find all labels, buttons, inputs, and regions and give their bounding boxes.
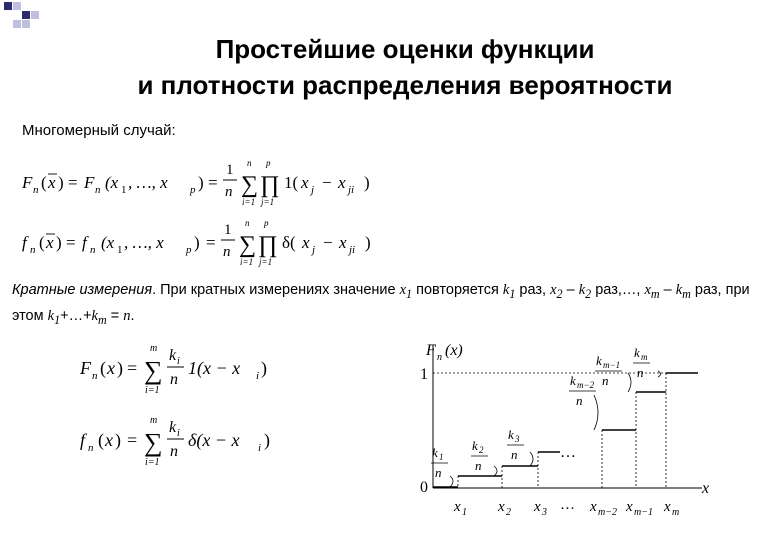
minus-sign: − xyxy=(322,173,332,192)
jump-bracket-2 xyxy=(494,466,497,476)
svg-text:): ) xyxy=(56,233,62,252)
equals-sign-2: = xyxy=(208,173,218,192)
paragraph-text-10: . xyxy=(130,307,135,324)
n-subscript: n xyxy=(92,370,98,382)
y-axis-label-n: n xyxy=(437,352,442,363)
args-sub-1: 1 xyxy=(117,244,123,256)
fraction-denominator: n xyxy=(223,244,231,260)
var-x1-sub: 1 xyxy=(406,286,413,301)
svg-text:): ) xyxy=(117,358,123,378)
x-axis-label: x xyxy=(702,480,710,497)
var-sum-km-sub: m xyxy=(97,312,107,327)
step-label-k3: k xyxy=(508,427,514,442)
var-k2-sub: 2 xyxy=(585,286,592,301)
f-symbol: f xyxy=(80,430,86,450)
origin-label: 0 xyxy=(420,479,428,496)
slide-title-line-2: и плотности распределения вероятности xyxy=(137,70,673,100)
jump-bracket-m1 xyxy=(628,373,631,392)
y-axis-label-x: (x) xyxy=(445,342,463,359)
sum-lower: i=1 xyxy=(240,257,254,267)
xi-subscript: i xyxy=(256,370,260,382)
equals-sign: = xyxy=(127,358,138,378)
sum-upper: m xyxy=(150,343,158,354)
args-sub-1: 1 xyxy=(121,184,127,196)
delta-open: δ( xyxy=(282,233,296,252)
sum-lower: i=1 xyxy=(145,385,160,396)
sum-upper: m xyxy=(150,415,158,426)
var-x1: x xyxy=(399,282,407,298)
F-symbol: F xyxy=(22,173,33,192)
step-label-k1-n: n xyxy=(435,465,442,480)
x-vector: x xyxy=(48,173,56,192)
step-label-km-sub: m xyxy=(641,352,648,362)
step-label-k2-n: n xyxy=(475,458,482,473)
n-subscript-2: n xyxy=(90,244,96,256)
sum-sign: ∑ xyxy=(241,172,259,198)
args-dots: , …, x xyxy=(124,233,164,252)
delta-close: ) xyxy=(264,430,270,450)
args-close: ) xyxy=(198,173,204,192)
x-j: x xyxy=(302,233,310,252)
f-symbol-2: f xyxy=(82,233,87,252)
sum-sign: ∑ xyxy=(239,232,257,258)
var-sum-km: k xyxy=(91,307,98,324)
n-subscript-2: n xyxy=(95,184,101,196)
paragraph-text-8: +…+ xyxy=(60,307,92,324)
fraction-numerator: 1 xyxy=(226,162,234,178)
formula-F-multidim xyxy=(20,152,400,212)
f-symbol: f xyxy=(22,233,27,252)
svg-text:(: ( xyxy=(41,173,47,192)
step-segments xyxy=(433,373,698,487)
product-sign: ∏ xyxy=(260,172,280,198)
var-x2-sub: 2 xyxy=(556,286,563,301)
i-subscript: i xyxy=(177,356,180,367)
args-sub-p: p xyxy=(190,184,196,196)
x-vector: x xyxy=(46,233,54,252)
step-label-km1-sub: m−1 xyxy=(603,360,621,370)
n-subscript: n xyxy=(30,244,36,256)
step-label-km2-n: n xyxy=(576,393,583,408)
var-xm: x xyxy=(644,282,651,298)
var-k1: k xyxy=(502,282,510,298)
paragraph-text-6: – xyxy=(659,282,676,298)
xi-subscript: i xyxy=(258,442,262,454)
x-tick-x3: x xyxy=(534,499,541,515)
deco-square-5 xyxy=(22,20,30,28)
x-arg: x xyxy=(105,430,113,450)
x-tick-x1-sub: 1 xyxy=(462,507,467,518)
multiple-measurements-paragraph xyxy=(12,279,772,331)
y-axis-label-F: F xyxy=(426,342,436,359)
paragraph-text-1: . При кратных измерениях значение xyxy=(152,282,400,298)
x-tick-x1: x xyxy=(454,499,461,515)
x-j: x xyxy=(301,173,309,192)
equals-sign: = xyxy=(127,430,138,450)
deco-square-2 xyxy=(13,2,21,10)
fraction-denominator: n xyxy=(170,371,178,388)
args-open: (x xyxy=(101,233,115,252)
jump-bracket-m2 xyxy=(594,395,598,430)
delta-expr: δ(x − x xyxy=(188,430,240,450)
step-label-k1: k xyxy=(432,445,438,460)
equals-sign: = xyxy=(66,233,76,252)
args-sub-p: p xyxy=(186,244,192,256)
k-numerator: k xyxy=(169,347,177,364)
fraction-denominator: n xyxy=(170,443,178,460)
jump-bracket-m xyxy=(658,371,661,377)
var-sum-k1: k xyxy=(47,307,55,324)
sum-upper: n xyxy=(245,218,250,228)
jump-bracket-3 xyxy=(530,452,533,466)
slide-title-line-1: Простейшие оценки функции xyxy=(215,34,595,64)
k-numerator: k xyxy=(169,419,177,436)
prod-lower: j=1 xyxy=(261,197,275,207)
deco-square-4 xyxy=(13,20,21,28)
step-label-km2-sub: m−2 xyxy=(577,380,595,390)
step-label-km2: k xyxy=(570,373,576,388)
x-tick-xm2-sub: m−2 xyxy=(598,507,617,518)
paragraph-text-7: раз, при этом xyxy=(12,282,750,324)
deco-square-1 xyxy=(4,2,12,10)
svg-text:(: ( xyxy=(100,358,106,378)
paragraph-lead: Кратные измерения xyxy=(12,282,153,298)
deco-square-6 xyxy=(31,11,39,19)
equals-sign-2: = xyxy=(206,233,216,252)
F-symbol-2: F xyxy=(84,173,95,192)
ji-subscript: ji xyxy=(348,184,355,196)
j-subscript: j xyxy=(311,184,315,196)
step-label-km: k xyxy=(634,345,640,360)
x-tick-labels xyxy=(453,497,679,518)
args-close: ) xyxy=(194,233,200,252)
prod-upper: p xyxy=(264,218,269,228)
fraction-numerator: 1 xyxy=(224,222,232,238)
svg-text:(: ( xyxy=(98,430,104,450)
x-ji: x xyxy=(339,233,347,252)
step-label-km-n: n xyxy=(637,365,644,380)
jump-brackets xyxy=(450,371,661,487)
equals-sign: = xyxy=(68,173,78,192)
svg-text:): ) xyxy=(115,430,121,450)
F-symbol: F xyxy=(80,358,91,378)
step-label-k3-sub: 3 xyxy=(515,434,520,444)
fraction-denominator: n xyxy=(225,184,233,200)
paragraph-text-4: – xyxy=(562,282,579,298)
indicator-expr: 1(x − x xyxy=(188,358,241,378)
prod-lower: j=1 xyxy=(259,257,273,267)
step-label-k1-sub: 1 xyxy=(439,452,444,462)
svg-text:): ) xyxy=(58,173,64,192)
x-arg: x xyxy=(107,358,115,378)
delta-close: ) xyxy=(365,233,371,252)
x-tick-ellipsis: … xyxy=(560,497,575,513)
args-dots: , …, x xyxy=(128,173,168,192)
sum-lower: i=1 xyxy=(145,457,160,468)
step-label-km1: k xyxy=(596,353,602,368)
y-tick-one: 1 xyxy=(420,366,428,383)
deco-square-3 xyxy=(22,11,30,19)
indicator-close: ) xyxy=(364,173,370,192)
graph-ellipsis-steps: … xyxy=(560,444,576,461)
paragraph-text-5: раз,…, xyxy=(591,282,645,298)
x-tick-xm1: x xyxy=(626,499,633,515)
x-tick-x2-sub: 2 xyxy=(506,507,511,518)
x-tick-xm: x xyxy=(664,499,671,515)
indicator-close: ) xyxy=(261,358,267,378)
i-subscript: i xyxy=(177,428,180,439)
x-ji: x xyxy=(338,173,346,192)
step-label-km1-n: n xyxy=(602,373,609,388)
sum-sign: ∑ xyxy=(144,356,163,385)
var-n: n xyxy=(123,307,131,324)
n-subscript: n xyxy=(88,442,94,454)
formula-f-multiple xyxy=(78,410,308,472)
var-k2: k xyxy=(578,282,586,298)
paragraph-text-3: раз, xyxy=(515,282,551,298)
var-km-sub: m xyxy=(682,286,691,301)
step-label-k2: k xyxy=(472,438,478,453)
paragraph-text-9: = xyxy=(106,307,124,324)
x-tick-xm-sub: m xyxy=(672,507,680,518)
var-km: k xyxy=(675,282,683,298)
step-label-k3-n: n xyxy=(511,447,518,462)
formula-F-multiple xyxy=(78,338,308,400)
indicator-open: 1( xyxy=(284,173,299,192)
step-label-k2-sub: 2 xyxy=(479,445,484,455)
paragraph-text-2: повторяется xyxy=(412,282,503,298)
sum-lower: i=1 xyxy=(242,197,256,207)
x-tick-xm1-sub: m−1 xyxy=(634,507,653,518)
var-k1-sub: 1 xyxy=(509,286,516,301)
prod-upper: p xyxy=(266,158,271,168)
n-subscript: n xyxy=(33,184,39,196)
jump-bracket-1 xyxy=(450,476,453,487)
formula-f-multidim xyxy=(20,214,400,274)
args-open: (x xyxy=(105,173,119,192)
product-sign: ∏ xyxy=(258,232,278,258)
empirical-cdf-step-graph xyxy=(410,335,740,525)
step-labels xyxy=(431,345,650,480)
var-sum-k1-sub: 1 xyxy=(54,312,61,327)
var-x2: x xyxy=(550,282,557,298)
x-tick-x2: x xyxy=(498,499,505,515)
x-tick-xm2: x xyxy=(590,499,597,515)
subtitle-multidimensional: Многомерный случай: xyxy=(22,122,176,139)
sum-upper: n xyxy=(247,158,252,168)
sum-sign: ∑ xyxy=(144,428,163,457)
ji-subscript: ji xyxy=(349,244,356,256)
var-xm-sub: m xyxy=(650,286,660,301)
svg-text:(: ( xyxy=(39,233,45,252)
x-tick-x3-sub: 3 xyxy=(542,507,547,518)
minus-sign: − xyxy=(323,233,333,252)
j-subscript: j xyxy=(312,244,316,256)
